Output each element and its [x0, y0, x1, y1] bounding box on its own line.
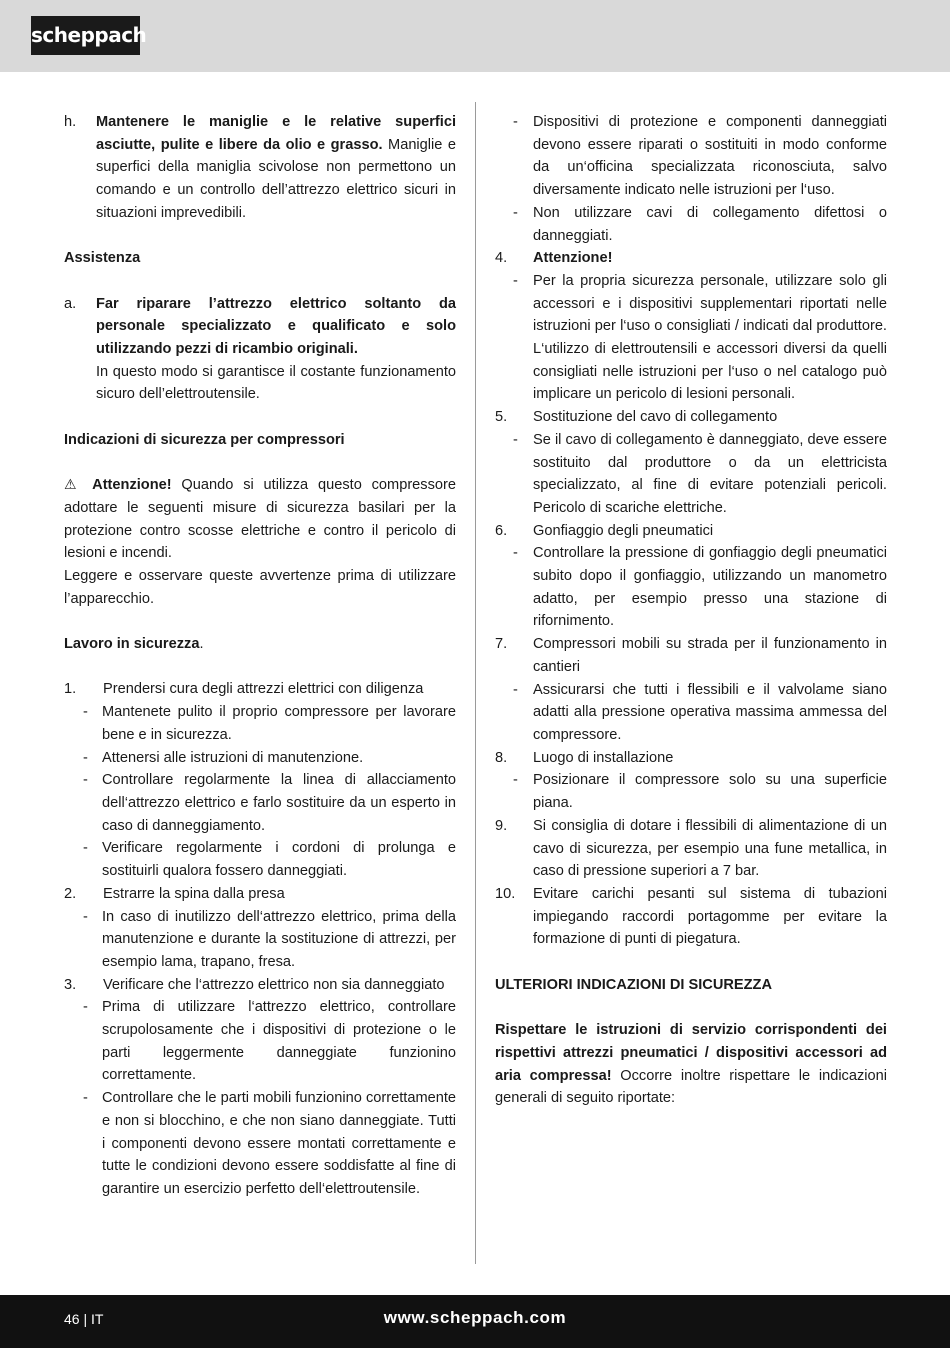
list-item-text: Verificare che l‘attrezzo elettrico non sia danneggiato	[103, 976, 445, 993]
list-item-text: Compressori mobili su strada per il funzionamento in cantieri	[533, 636, 887, 675]
read-paragraph: Leggere e osservare queste avvertenze prima di utilizzare l’apparecchio.	[64, 568, 456, 607]
list-item-text: Attenzione!	[533, 250, 613, 267]
sub-item-text: Prima di utilizzare l‘attrezzo elettrico, controllare scrupolosamente che i dispositivi di protezione o le parti leggermente danneggiate funzionino correttamente.	[102, 999, 456, 1084]
dash-bullet: -	[513, 545, 518, 562]
list-item	[64, 974, 456, 997]
dash-bullet: -	[513, 681, 518, 698]
sub-item	[495, 679, 887, 747]
warning-triangle-icon: ⚠	[64, 477, 83, 494]
warning-text: Quando si utilizza questo compressore adottare le seguenti misure di sicurezza basilari per la protezione contro scosse elettriche e contro il pericolo di lesioni e incendi.	[64, 477, 456, 562]
item-h	[64, 111, 456, 225]
left-numbered-list	[64, 678, 456, 1200]
item-a-bold: Far riparare l’attrezzo elettrico soltanto da personale specializzato e qualificato e solo utilizzando pezzi di ricambio originali.	[96, 295, 456, 357]
list-item-number: 6.	[495, 522, 508, 539]
list-item-text: Si consiglia di dotare i flessibili di alimentazione di un cavo di sicurezza, per esempio una fune metallica, in caso di pressione superiori a 7 bar.	[533, 817, 887, 880]
list-item-number: 2.	[64, 885, 77, 902]
page-number: 46 | IT	[64, 1311, 104, 1327]
dash-bullet: -	[83, 749, 88, 766]
sub-item-text: Assicurarsi che tutti i flessibili e il valvolame siano adatti alla pressione operativa massima ammessa del compressore.	[533, 681, 887, 743]
website-url: www.scheppach.com	[383, 1308, 567, 1327]
column-divider	[475, 102, 476, 1264]
list-item-number: 3.	[64, 976, 77, 993]
list-item-text: Evitare carichi pesanti sul sistema di tubazioni impiegando raccordi portagomme per evitare la formazione di punti di piegatura.	[533, 885, 887, 948]
dash-bullet: -	[83, 704, 88, 721]
dash-bullet: -	[513, 772, 518, 789]
sub-item	[64, 769, 456, 837]
section-heading-lavoro	[64, 633, 456, 656]
left-column	[64, 111, 456, 1201]
dash-bullet: -	[83, 1090, 88, 1107]
sub-item	[495, 542, 887, 633]
final-bold: Rispettare le istruzioni di servizio corrispondenti dei rispettivi attrezzi pneumatici / dispositivi accessori ad aria compressa!	[495, 1022, 887, 1084]
list-item	[64, 678, 456, 701]
sub-item	[64, 996, 456, 1087]
dash-bullet: -	[513, 272, 518, 289]
sub-item-text: Posizionare il compressore solo su una superficie piana.	[533, 772, 887, 812]
final-paragraph	[495, 1019, 887, 1110]
lavoro-bold: Lavoro in sicurezza	[64, 636, 200, 653]
sub-item	[495, 769, 887, 814]
list-item-number: 4.	[495, 250, 508, 267]
sub-item-text: Non utilizzare cavi di collegamento difettosi o danneggiati.	[533, 204, 887, 244]
scheppach-logo: scheppach	[31, 16, 140, 55]
right-top-sub-list	[495, 111, 887, 247]
item-h-bold: Mantenere le maniglie e le relative superfici asciutte, pulite e libere da olio e grasso.	[96, 114, 456, 153]
sub-item	[64, 747, 456, 770]
section-heading-compressori: Indicazioni di sicurezza per compressori	[64, 431, 345, 448]
list-item	[495, 883, 887, 951]
sub-item	[64, 701, 456, 746]
list-item-number: 1.	[64, 681, 77, 698]
list-item	[495, 520, 887, 543]
sub-item	[64, 906, 456, 974]
list-item	[64, 883, 456, 906]
sub-item	[495, 202, 887, 247]
warning-paragraph	[64, 474, 456, 565]
item-h-text: Maniglie e superfici della maniglia scivolose non permettono un comando e un controllo dell’attrezzo elettrico sicuri in situazioni imprevedibili.	[96, 136, 456, 221]
warning-bold: Attenzione!	[92, 477, 172, 494]
sub-item-text: Mantenete pulito il proprio compressore per lavorare bene e in sicurezza.	[102, 704, 456, 743]
right-column	[495, 111, 887, 1110]
sub-item-text: Controllare che le parti mobili funzionino correttamente e non si blocchino, e che non siano danneggiate. Tutti i componenti devono essere montati correttamente e tutte le condizioni devono essere soddisfatte al fine di garantire un esercizio perfetto dell‘elettroutensile.	[102, 1090, 456, 1197]
dash-bullet: -	[83, 772, 88, 789]
list-item-number: 9.	[495, 817, 508, 834]
dash-bullet: -	[513, 431, 518, 448]
item-a	[64, 293, 456, 407]
sub-item-text: In caso di inutilizzo dell‘attrezzo elettrico, prima della manutenzione e durante la sostituzione di attrezzi, per esempio lama, trapano, fresa.	[102, 908, 456, 970]
sub-item	[64, 1087, 456, 1201]
dash-bullet: -	[83, 908, 88, 925]
list-item-number: 8.	[495, 749, 508, 766]
sub-item-text: Controllare regolarmente la linea di allacciamento dell‘attrezzo elettrico e farlo sostituire da un esperto in caso di danneggiamento.	[102, 772, 456, 834]
section-heading-assistenza: Assistenza	[64, 250, 141, 267]
sub-item-text: Dispositivi di protezione e componenti danneggiati devono essere riparati o sostituiti in modo conforme da un‘officina specializzata riconosciuta, salvo diversamente indicato nelle istruzioni per l‘uso.	[533, 114, 887, 199]
top-bar	[0, 0, 950, 72]
list-item-number: 5.	[495, 409, 508, 426]
item-a-text: In questo modo si garantisce il costante funzionamento sicuro dell’elettroutensile.	[96, 363, 456, 403]
dash-bullet: -	[83, 840, 88, 857]
list-item-text: Gonfiaggio degli pneumatici	[533, 522, 714, 539]
list-item-number: 7.	[495, 636, 508, 653]
sub-item	[495, 111, 887, 202]
list-item	[495, 247, 887, 270]
item-a-label: a.	[64, 295, 77, 312]
list-item-text: Sostituzione del cavo di collegamento	[533, 409, 778, 426]
item-h-label: h.	[64, 114, 77, 130]
sub-item-text: Controllare la pressione di gonfiaggio degli pneumatici subito dopo il gonfiaggio, utilizzando un manometro adatto, per esempio presso una stazione di rifornimento.	[533, 545, 887, 630]
right-numbered-list	[495, 247, 887, 951]
sub-item	[64, 837, 456, 882]
list-item	[495, 815, 887, 883]
lavoro-dot: .	[199, 636, 204, 653]
list-item-text: Estrarre la spina dalla presa	[103, 885, 285, 902]
dash-bullet: -	[83, 999, 88, 1016]
list-item	[495, 633, 887, 678]
footer-bar	[0, 1295, 950, 1348]
list-item	[495, 747, 887, 770]
list-item-number: 10.	[495, 885, 516, 902]
dash-bullet: -	[513, 204, 518, 221]
final-text: Occorre inoltre rispettare le indicazioni generali di seguito riportate:	[495, 1067, 887, 1107]
sub-item-text: Verificare regolarmente i cordoni di prolunga e sostituirli qualora fossero danneggiati.	[102, 840, 456, 880]
sub-item	[495, 429, 887, 520]
list-item	[495, 406, 887, 429]
list-item-text: Luogo di installazione	[533, 749, 674, 766]
section-heading-ulteriori: ULTERIORI INDICAZIONI DI SICUREZZA	[495, 976, 773, 993]
sub-item	[495, 270, 887, 406]
sub-item-text: Se il cavo di collegamento è danneggiato, deve essere sostituito dal produttore o da un elettricista specializzato, al fine di evitare potenziali pericoli. Pericolo di scariche elettriche.	[533, 431, 887, 516]
list-item-text: Prendersi cura degli attrezzi elettrici con diligenza	[103, 681, 424, 698]
sub-item-text: Attenersi alle istruzioni di manutenzione.	[102, 749, 364, 766]
sub-item-text: Per la propria sicurezza personale, utilizzare solo gli accessori e i dispositivi supplementari riportati nelle istruzioni per l‘uso o consigliati / indicati dal produttore. L‘utilizzo di elettroutensili e accessori diversi da quelli consigliati nelle istruzioni per l‘uso o nel catalogo può implicare un pericolo di lesioni personali.	[533, 272, 887, 403]
dash-bullet: -	[513, 114, 518, 130]
